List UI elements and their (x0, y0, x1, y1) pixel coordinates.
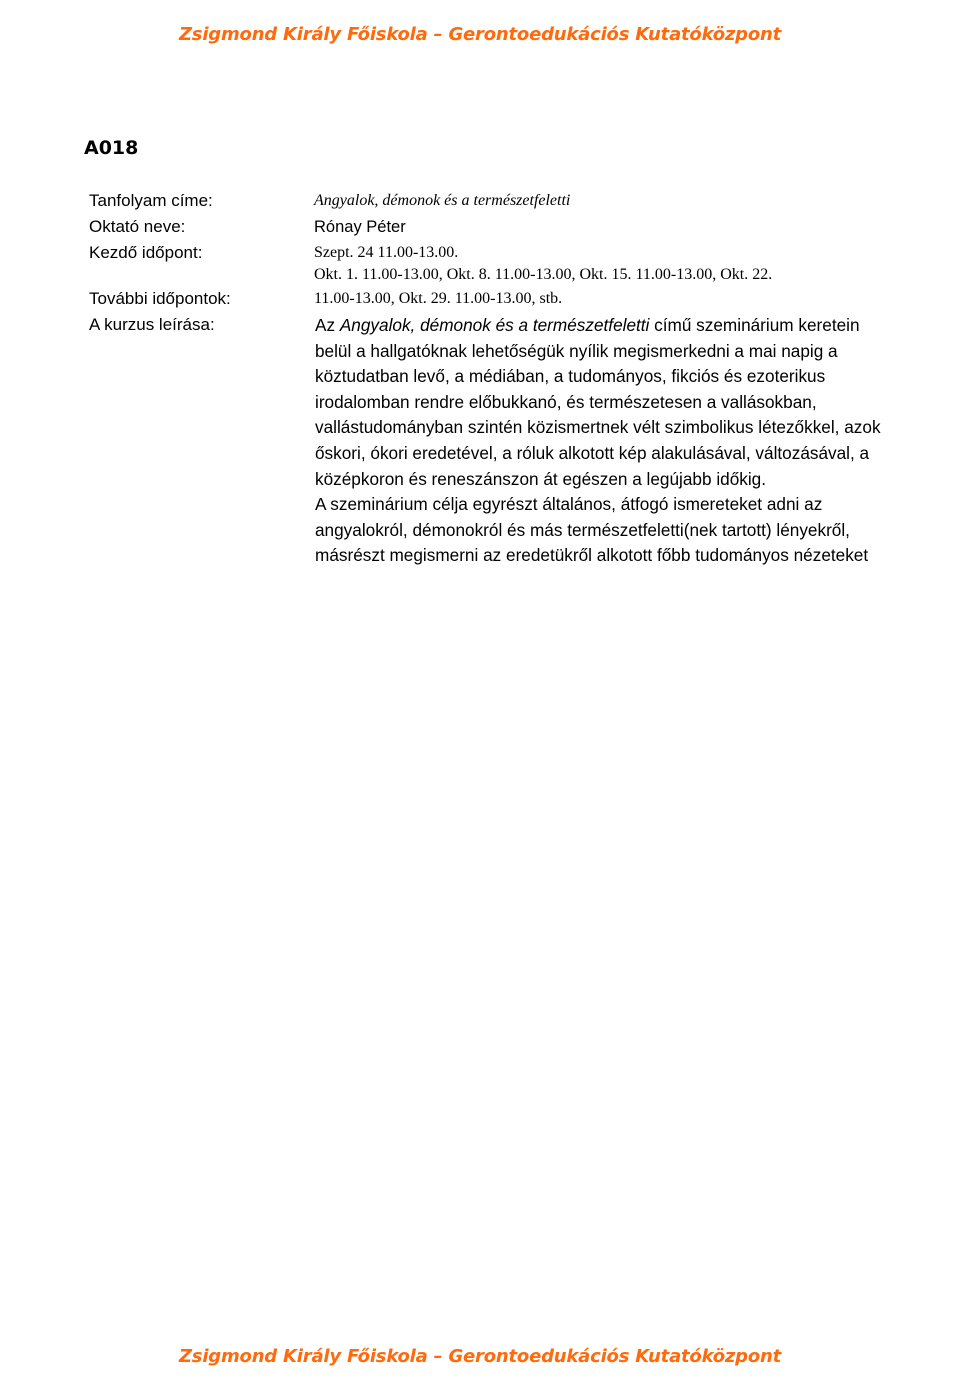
course-title-label: Tanfolyam címe: (89, 191, 213, 210)
course-description (315, 313, 890, 569)
description-course-title: Angyalok, démonok és a természetfeletti (339, 315, 650, 335)
page-header: Zsigmond Király Főiskola – Gerontoedukációs Kutatóközpont (178, 24, 782, 45)
start-date-label: Kezdő időpont: (89, 243, 203, 262)
description-paragraph-2: A szeminárium célja egyrészt általános, átfogó ismereteket adni az angyalokról, démonokról és más természetfeletti(nek tartott) lényekről, másrészt megismerni az eredetükről alkotott főbb tudományos nézeteket (315, 494, 869, 566)
course-code: A018 (84, 137, 139, 159)
instructor-value: Rónay Péter (314, 218, 406, 236)
description-body: című szeminárium keretein belül a hallgatóknak lehetőségük nyílik megismerkedni a mai napig a köztudatban levő, a médiában, a tudományos, fikciós és ezoterikus irodalomban rendre előbukkanó, és természetesen a vallásokban, vallástudományban szintén közismertnek vélt szimbolikus létezőkkel, azok őskori, ókori eredetével, a róluk alkotott kép alakulásával, változásával, a középkoron és reneszánszon át egészen a legújabb időkig. (315, 315, 881, 489)
more-dates-line-2: 11.00-13.00, Okt. 29. 11.00-13.00, stb. (314, 290, 563, 307)
description-prefix: Az (315, 315, 340, 335)
course-title-value: Angyalok, démonok és a természetfeletti (314, 192, 571, 209)
description-label: A kurzus leírása: (89, 315, 215, 334)
more-dates-line-1: Okt. 1. 11.00-13.00, Okt. 8. 11.00-13.00, Okt. 15. 11.00-13.00, Okt. 22. (314, 266, 773, 283)
description-paragraph-1 (315, 313, 890, 492)
page-footer: Zsigmond Király Főiskola – Gerontoedukációs Kutatóközpont (178, 1346, 782, 1367)
start-date-value: Szept. 24 11.00-13.00. (314, 244, 459, 261)
instructor-label: Oktató neve: (89, 217, 186, 236)
more-dates-label: További időpontok: (89, 289, 231, 308)
